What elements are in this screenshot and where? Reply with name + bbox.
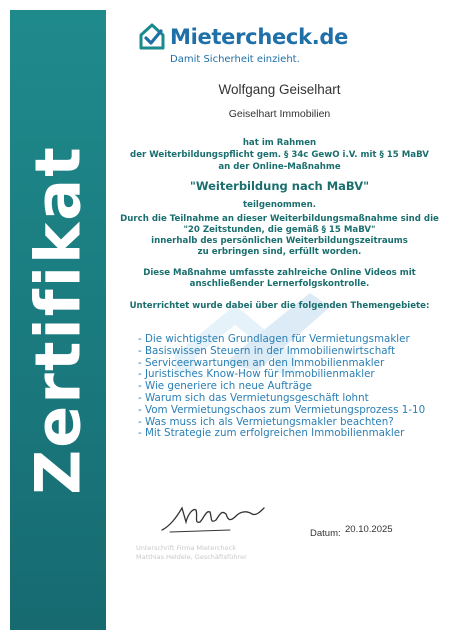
- recipient-company: Geiselhart Immobilien: [228, 108, 331, 120]
- topic-item: - Basiswissen Steuern in der Immobilienwirtschaft: [138, 344, 396, 357]
- signature-caption: Matthias Heldele, Geschäftsführer: [136, 553, 247, 561]
- intro-line: hat im Rahmen: [242, 138, 317, 148]
- completion-line: Durch die Teilnahme an dieser Weiterbildungsmaßnahme sind die: [120, 214, 439, 224]
- completion-line: zu erbringen sind, erfüllt worden.: [197, 247, 362, 257]
- topic-item: - Juristisches Know-How für Immobilienmakler: [138, 368, 375, 381]
- completion-line: innerhalb des persönlichen Weiterbildungszeitraums: [151, 236, 408, 246]
- scope-line: anschließender Lernerfolgskontrolle.: [189, 279, 370, 289]
- mietercheck-logo: [138, 20, 349, 70]
- topic-item: - Mit Strategie zum erfolgreichen Immobilienmakler: [138, 427, 405, 440]
- house-check-logo-icon: [138, 22, 166, 50]
- signature-caption: Unterschrift Firma Mietercheck: [136, 544, 236, 552]
- certificate-sidebar: [10, 10, 106, 630]
- date-value: 20.10.2025: [345, 524, 393, 535]
- recipient-name: Wolfgang Geiselhart: [218, 82, 341, 97]
- topic-item: - Vom Vermietungschaos zum Vermietungsprozess 1-10: [138, 403, 426, 416]
- completion-line: "20 Zeitstunden, die gemäß § 15 MaBV": [183, 225, 376, 235]
- date-label: Datum:: [310, 528, 341, 539]
- scope-line: Diese Maßnahme umfasste zahlreiche Online Videos mit: [143, 268, 416, 278]
- participation-text: teilgenommen.: [243, 200, 316, 210]
- intro-line: der Weiterbildungspflicht gem. § 34c GewO i.V. mit § 15 MaBV: [130, 150, 429, 160]
- topic-item: - Die wichtigsten Grundlagen für Vermietungsmakler: [138, 333, 410, 345]
- topic-item: - Warum sich das Vermietungsgeschäft lohnt: [138, 391, 369, 404]
- topic-list: [138, 334, 438, 440]
- topic-item: - Wie generiere ich neue Aufträge: [138, 380, 312, 393]
- handwritten-signature: [160, 500, 270, 536]
- topics-heading: Unterrichtet wurde dabei über die folgenden Themengebiete:: [129, 301, 430, 311]
- logo-tagline: Damit Sicherheit einzieht.: [170, 54, 300, 65]
- certificate-title: Zertifikat: [21, 145, 95, 495]
- course-title: "Weiterbildung nach MaBV": [189, 179, 370, 193]
- topic-item: - Serviceerwartungen an den Immobilienmakler: [138, 356, 385, 369]
- intro-line: an der Online-Maßnahme: [218, 162, 341, 172]
- logo-name: Mietercheck.de: [170, 25, 349, 49]
- topic-item: - Was muss ich als Vermietungsmakler beachten?: [138, 415, 394, 428]
